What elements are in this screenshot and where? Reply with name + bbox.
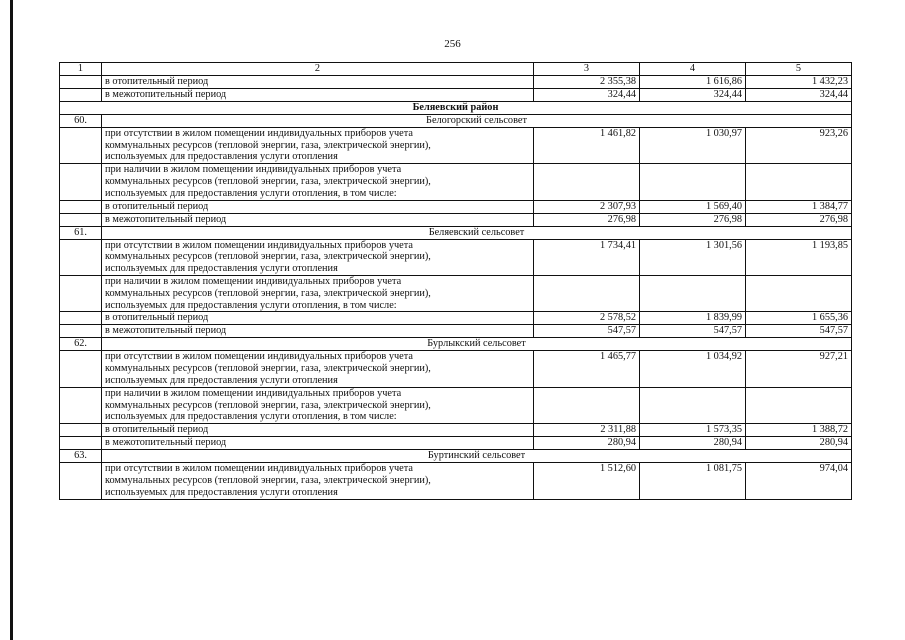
value-cell: 1 573,35 [640, 424, 746, 437]
row-label: в межотопительный период [102, 325, 534, 338]
table-row [60, 437, 852, 450]
row-label: при наличии в жилом помещении индивидуальных приборов учета коммунальных ресурсов (тепловой энергии, газа, электрической энергии), используемых для предоставления услуги отопления, в том числе: [102, 387, 534, 423]
value-cell: 1 734,41 [534, 239, 640, 275]
value-cell: 324,44 [534, 88, 640, 101]
table-row [60, 275, 852, 311]
value-cell: 280,94 [746, 437, 852, 450]
header-cell: 5 [746, 63, 852, 76]
table-row [60, 164, 852, 200]
value-cell: 2 307,93 [534, 200, 640, 213]
table-row [60, 127, 852, 163]
value-cell: 547,57 [640, 325, 746, 338]
table-row [60, 325, 852, 338]
value-cell: 927,21 [746, 351, 852, 387]
value-cell: 2 311,88 [534, 424, 640, 437]
row-label: при отсутствии в жилом помещении индивидуальных приборов учета коммунальных ресурсов (тепловой энергии, газа, электрической энергии), используемых для предоставления услуги отопления [102, 127, 534, 163]
table-row [60, 463, 852, 499]
value-cell: 547,57 [746, 325, 852, 338]
value-cell: 1 461,82 [534, 127, 640, 163]
table-row [60, 387, 852, 423]
row-label: в межотопительный период [102, 88, 534, 101]
value-cell: 1 030,97 [640, 127, 746, 163]
value-cell: 1 616,86 [640, 75, 746, 88]
header-cell: 2 [102, 63, 534, 76]
value-cell: 974,04 [746, 463, 852, 499]
table-row [60, 88, 852, 101]
value-cell: 1 193,85 [746, 239, 852, 275]
table-row [60, 312, 852, 325]
section-header-row [60, 450, 852, 463]
table-row [60, 424, 852, 437]
value-cell: 1 465,77 [534, 351, 640, 387]
section-name: Беляевский сельсовет [102, 226, 852, 239]
value-cell: 1 432,23 [746, 75, 852, 88]
value-cell: 2 578,52 [534, 312, 640, 325]
value-cell: 1 301,56 [640, 239, 746, 275]
district-row [60, 101, 852, 114]
value-cell: 923,26 [746, 127, 852, 163]
section-number: 61. [60, 226, 102, 239]
value-cell: 276,98 [534, 213, 640, 226]
value-cell: 1 569,40 [640, 200, 746, 213]
header-cell: 1 [60, 63, 102, 76]
section-header-row [60, 114, 852, 127]
table-row [60, 213, 852, 226]
row-label: в межотопительный период [102, 213, 534, 226]
value-cell: 547,57 [534, 325, 640, 338]
header-cell: 3 [534, 63, 640, 76]
value-cell: 2 355,38 [534, 75, 640, 88]
value-cell: 280,94 [534, 437, 640, 450]
row-label: при наличии в жилом помещении индивидуальных приборов учета коммунальных ресурсов (тепловой энергии, газа, электрической энергии), используемых для предоставления услуги отопления, в том числе: [102, 164, 534, 200]
value-cell: 1 034,92 [640, 351, 746, 387]
row-label: при отсутствии в жилом помещении индивидуальных приборов учета коммунальных ресурсов (тепловой энергии, газа, электрической энергии), используемых для предоставления услуги отопления [102, 239, 534, 275]
value-cell: 276,98 [640, 213, 746, 226]
row-label: в отопительный период [102, 200, 534, 213]
page-number: 256 [444, 38, 461, 50]
table-row [60, 200, 852, 213]
value-cell: 1 384,77 [746, 200, 852, 213]
section-number: 63. [60, 450, 102, 463]
row-label: при отсутствии в жилом помещении индивидуальных приборов учета коммунальных ресурсов (тепловой энергии, газа, электрической энергии), используемых для предоставления услуги отопления [102, 351, 534, 387]
section-header-row [60, 338, 852, 351]
value-cell: 324,44 [640, 88, 746, 101]
table-row [60, 351, 852, 387]
section-number: 62. [60, 338, 102, 351]
row-label: в отопительный период [102, 75, 534, 88]
section-name: Буртинский сельсовет [102, 450, 852, 463]
section-name: Бурлыкский сельсовет [102, 338, 852, 351]
value-cell: 1 655,36 [746, 312, 852, 325]
section-name: Белогорский сельсовет [102, 114, 852, 127]
section-header-row [60, 226, 852, 239]
table-row [60, 75, 852, 88]
value-cell: 324,44 [746, 88, 852, 101]
district-title: Беляевский район [60, 101, 852, 114]
value-cell: 280,94 [640, 437, 746, 450]
scan-edge-bar [10, 0, 13, 640]
row-label: в отопительный период [102, 312, 534, 325]
value-cell: 1 388,72 [746, 424, 852, 437]
value-cell: 1 512,60 [534, 463, 640, 499]
value-cell: 276,98 [746, 213, 852, 226]
tariff-table [59, 62, 852, 500]
row-label: в отопительный период [102, 424, 534, 437]
value-cell: 1 081,75 [640, 463, 746, 499]
section-number: 60. [60, 114, 102, 127]
row-label: при наличии в жилом помещении индивидуальных приборов учета коммунальных ресурсов (тепловой энергии, газа, электрической энергии), используемых для предоставления услуги отопления, в том числе: [102, 275, 534, 311]
row-label: в межотопительный период [102, 437, 534, 450]
table-row [60, 239, 852, 275]
table-header-row [60, 63, 852, 76]
value-cell: 1 839,99 [640, 312, 746, 325]
header-cell: 4 [640, 63, 746, 76]
row-label: при отсутствии в жилом помещении индивидуальных приборов учета коммунальных ресурсов (тепловой энергии, газа, электрической энергии), используемых для предоставления услуги отопления [102, 463, 534, 499]
